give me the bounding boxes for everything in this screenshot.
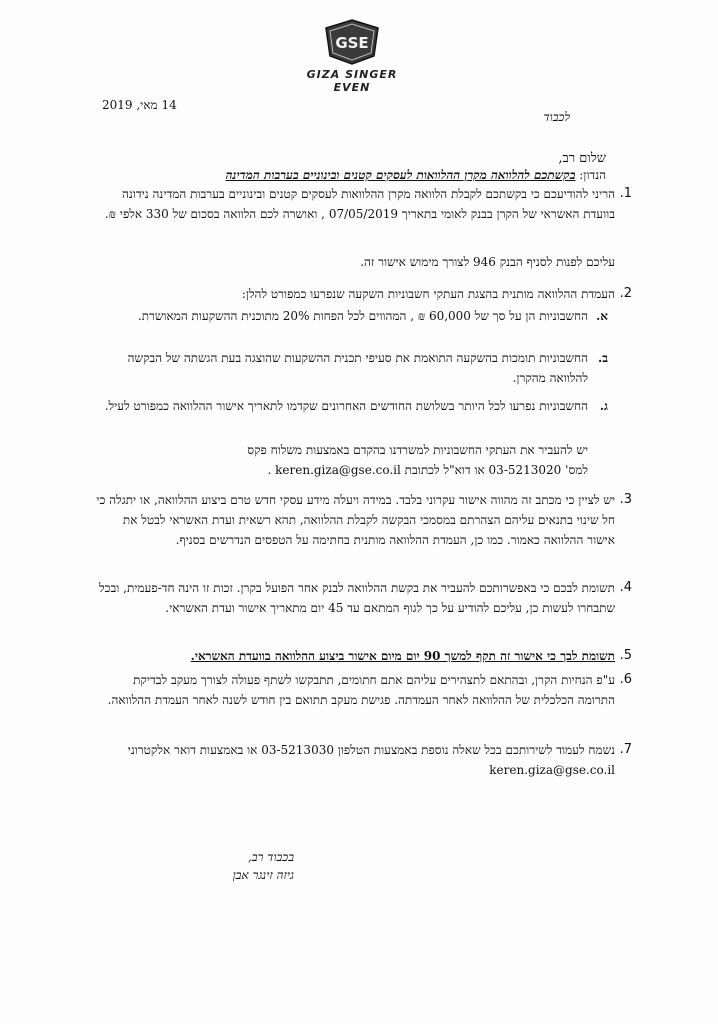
letter-date: 14 מאי, 2019 bbox=[102, 98, 177, 112]
greeting: שלום רב, bbox=[558, 151, 606, 166]
subitem-text: החשבוניות הן על סך של 60,000 ₪ , המהווים לכל הפחות 20% מתוכנית ההשקעות המאושרת. bbox=[137, 309, 588, 323]
subitem-b bbox=[98, 348, 608, 388]
subitem-letter: ג. bbox=[599, 399, 608, 413]
item-text: תשומת לבכם כי באפשרותכם להעביר את בקשת ההלוואה לבנק אחר הפועל בקרן. זכות זו הינה חד-פעמית, ובכל שתבחרו לעשות כן, עליכם להודיע על כך לגוף המתאם עד 45 יום מתאריך אישור ועדת האשראי. bbox=[99, 581, 615, 615]
company-logo bbox=[287, 18, 417, 94]
item-text: יש לציין כי מכתב זה מהווה אישור עקרוני בלבד. במידה ויעלה מידע עסקי חדש טרם ביצוע ההלוואה, או יתגלה כי חל שינוי בתנאים עליהם הצהרתם במסמכי הבקשה לקבלת ההלוואה, תהא רשאית ועדת האשראי לבטל את אישור ההלוואה כאמור. כמו כן, העמדת ההלוואה מותנית בחתימה על הטפסים הנדרשים בסניף. bbox=[96, 493, 615, 547]
list-item-1 bbox=[95, 184, 632, 224]
item-2-footer-line1: יש להעביר את העתקי החשבוניות למשרדנו בהקדם באמצעות משלוח פקס bbox=[247, 443, 588, 457]
list-item-2 bbox=[95, 284, 632, 304]
subject-prefix: הנדון: bbox=[575, 168, 606, 182]
item-text: ע"פ הנחיות הקרן, ובהתאם לתצהירים עליהם אתם חתומים, תתבקשו לשתף פעולה לצורך מעקב לבדיקת התרומה הכלכלית של ההלוואה לאחר העמדתה. פגישת מעקב תתואם בין חודש לשנה לאחר העמדת ההלוואה. bbox=[107, 673, 615, 707]
list-item-3 bbox=[95, 490, 632, 550]
subitem-letter: ב. bbox=[598, 351, 608, 365]
logo-mark: GSE bbox=[335, 34, 369, 52]
logo-caption: GIZA SINGER EVEN bbox=[306, 68, 398, 94]
item-number: 6. bbox=[619, 672, 632, 687]
item-2-footer-line2: למס' 03-5213020 או דוא"ל לכתובת keren.giza@gse.co.il . bbox=[267, 463, 588, 477]
item-text: תשומת לבך כי אישור זה תקף למשך 90 יום מיום אישור ביצוע ההלוואה בוועדת האשראי. bbox=[190, 649, 615, 663]
item-number: 4. bbox=[619, 580, 632, 595]
signature-block bbox=[233, 848, 294, 884]
list-item-4 bbox=[95, 578, 632, 618]
subitem-c bbox=[98, 396, 608, 416]
list-item-1-note bbox=[95, 252, 615, 272]
gse-logo-icon bbox=[322, 18, 382, 66]
subitem-text: החשבוניות תומכות בהשקעה התואמת את סעיפי תכנית ההשקעות שהוצגה בעת הגשתה של הבקשה להלוואה מהקרן. bbox=[127, 351, 588, 385]
item-text: נשמח לעמוד לשירותכם בכל שאלה נוספת באמצעות הטלפון 03-5213030 או באמצעות דואר אלקטרוני bbox=[127, 743, 615, 757]
subitem-a bbox=[98, 306, 608, 326]
item-email: keren.giza@gse.co.il bbox=[489, 763, 615, 777]
recipient-line: לכבוד bbox=[543, 110, 570, 124]
list-item-6 bbox=[95, 670, 632, 710]
list-item-5 bbox=[95, 646, 632, 666]
signature-name: גיזה זינגר אבן bbox=[232, 868, 294, 882]
item-note: עליכם לפנות לסניף הבנק 946 לצורך מימוש אישור זה. bbox=[360, 255, 615, 269]
item-number: 7. bbox=[619, 742, 632, 757]
subject-text: בקשתכם להלוואה מקרן ההלוואות לעסקים קטנים ובינוניים בערבות המדינה bbox=[225, 168, 576, 182]
list-item-7 bbox=[95, 740, 632, 780]
subitem-text: החשבוניות נפרעו לכל היותר בשלושת החודשים האחרונים שקדמו לתאריך אישור ההלוואה כמפורט לעיל. bbox=[104, 399, 588, 413]
item-number: 3. bbox=[619, 492, 632, 507]
subject-line bbox=[226, 168, 606, 183]
subitem-letter: א. bbox=[596, 309, 608, 323]
item-number: 2. bbox=[619, 286, 632, 301]
signature-closing: בכבוד רב, bbox=[247, 850, 294, 864]
item-text: העמדת ההלוואה מותנית בהצגת העתקי חשבוניות השקעה שנפרעו כמפורט להלן: bbox=[241, 287, 615, 301]
item-number: 5. bbox=[619, 648, 632, 663]
item-text: הריני להודיעכם כי בקשתכם לקבלת הלוואה מקרן ההלוואות לעסקים קטנים ובינוניים בערבות המדינה נידונה בוועדת האשראי של הקרן בבנק לאומי בתאריך 07/05/2019 , ואושרה לכם הלוואה בסכום של 330 אלפי ₪. bbox=[104, 187, 615, 221]
item-number: 1. bbox=[619, 186, 632, 201]
